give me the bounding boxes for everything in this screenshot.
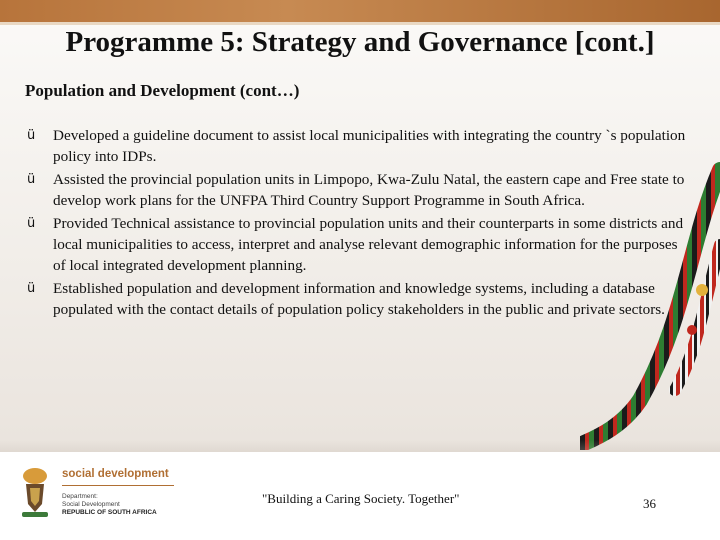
- logo-line-2: Social Development: [62, 501, 120, 508]
- top-bar-line: [0, 22, 720, 25]
- department-logo: [18, 462, 188, 526]
- logo-line-3: REPUBLIC OF SOUTH AFRICA: [62, 509, 157, 516]
- footer-motto: "Building a Caring Society. Together": [262, 491, 460, 506]
- section-subtitle: Population and Development (cont…): [25, 81, 300, 100]
- list-item: [25, 169, 693, 211]
- bullet-text: Provided Technical assistance to provincial population units and their counterparts in some districts and local municipalities to access, interpret and analyse relevant demographic information for the purposes of local integrated development planning.: [53, 215, 684, 274]
- list-item: [25, 278, 693, 320]
- logo-line-1: Department:: [62, 493, 98, 500]
- logo-divider: [62, 485, 174, 486]
- bullet-text: Developed a guideline document to assist local municipalities with integrating the country `s population policy into IDPs.: [53, 127, 686, 165]
- page-number: 36: [643, 496, 656, 511]
- logo-brand-text: social development: [62, 468, 169, 480]
- checkmark-icon: ü: [27, 281, 36, 296]
- checkmark-icon: ü: [27, 128, 36, 143]
- coat-of-arms-icon: [18, 466, 52, 520]
- list-item: [25, 125, 693, 167]
- bullet-list: [25, 125, 693, 322]
- slide-title: Programme 5: Strategy and Governance [cont.]: [65, 26, 655, 58]
- top-bar: [0, 0, 720, 22]
- checkmark-icon: ü: [27, 172, 36, 187]
- list-item: [25, 213, 693, 276]
- checkmark-icon: ü: [27, 216, 36, 231]
- bullet-text: Established population and development information and knowledge systems, including a database populated with the contact details of population policy stakeholders in the public and private sectors.: [53, 280, 665, 318]
- bullet-text: Assisted the provincial population units in Limpopo, Kwa-Zulu Natal, the eastern cape and Free state to develop work plans for the UNFPA Third Country Support Programme in South Africa.: [53, 171, 685, 209]
